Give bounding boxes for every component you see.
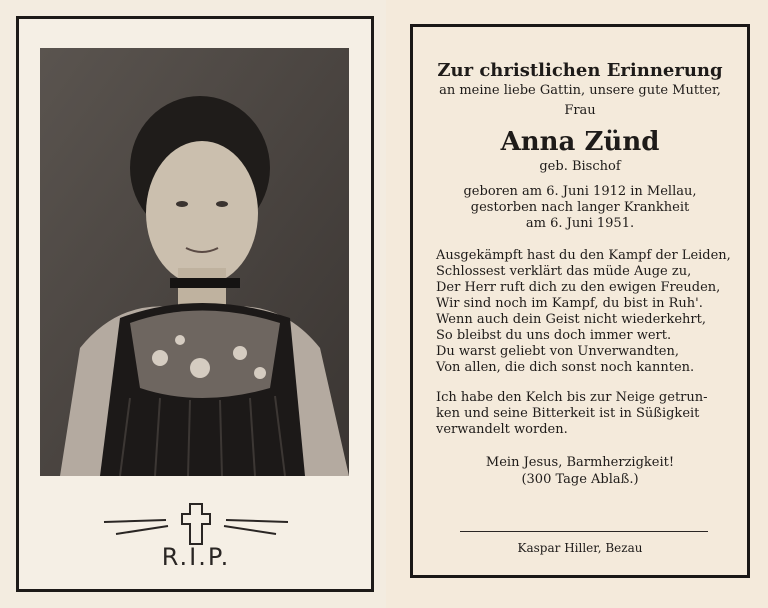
divider [460, 531, 708, 532]
biography [420, 184, 740, 232]
closing-line: (300 Tage Ablaß.) [521, 472, 639, 487]
prayer [436, 390, 740, 438]
bio-line: am 6. Juni 1951. [525, 216, 635, 231]
poem-line: Schlossest verklärt das müde Auge zu, [436, 264, 692, 279]
ray-lines [104, 520, 288, 534]
poem-line: Du warst geliebt von Unverwandten, [436, 344, 680, 359]
intro-line: an meine liebe Gattin, unsere gute Mutter, [439, 83, 721, 98]
closing-line: Mein Jesus, Barmherzigkeit! [485, 455, 675, 470]
poem-line: So bleibst du uns doch immer wert. [436, 328, 672, 343]
closing [420, 454, 740, 488]
prayer-line: ken und seine Bitterkeit ist in Süßigkeit [436, 406, 700, 421]
prayer-line: verwandelt worden. [436, 422, 568, 437]
poem-line: Ausgekämpft hast du den Kampf der Leiden, [436, 248, 731, 263]
poem-line: Von allen, die dich sonst noch kannten. [436, 360, 695, 375]
bio-line: geboren am 6. Juni 1912 in Mellau, [463, 184, 697, 199]
prayer-line: Ich habe den Kelch bis zur Neige getrun- [436, 390, 708, 405]
printer-credit: Kaspar Hiller, Bezau [517, 541, 643, 555]
memorial-text [420, 50, 740, 488]
poem [436, 248, 740, 376]
bio-line: gestorben nach langer Krankheit [470, 200, 690, 215]
poem-line: Wir sind noch im Kampf, du bist in Ruh'. [436, 296, 703, 311]
poem-line: Der Herr ruft dich zu den ewigen Freuden, [436, 280, 721, 295]
deceased-name: Anna Zünd [500, 127, 660, 157]
cross-icon [182, 504, 210, 544]
intro-line: Frau [564, 103, 596, 118]
rip-label: R.I.P. [161, 543, 231, 571]
maiden-name: geb. Bischof [539, 159, 621, 174]
poem-line: Wenn auch dein Geist nicht wiederkehrt, [436, 312, 706, 327]
card-title: Zur christlichen Erinnerung [437, 60, 723, 81]
portrait-photo [40, 48, 349, 476]
